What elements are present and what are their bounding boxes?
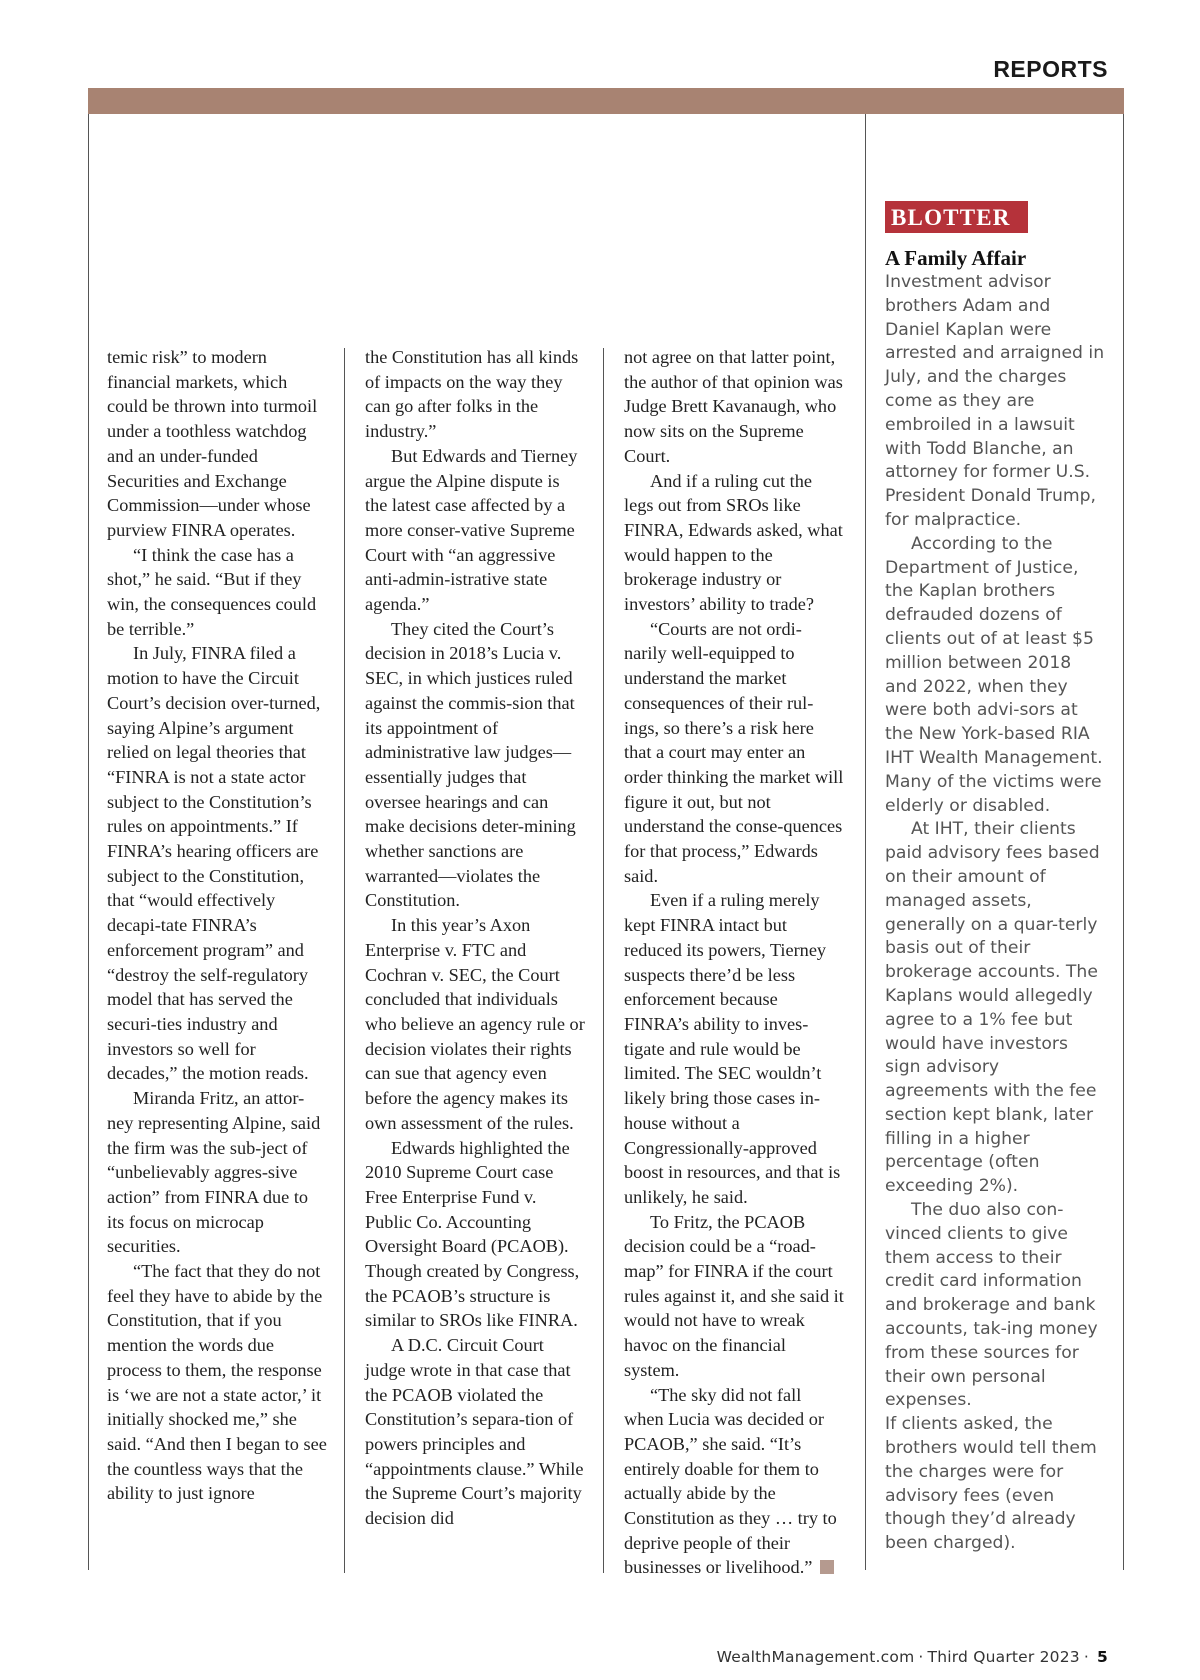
sidebar-paragraph: The duo also con-vinced clients to give them access to their credit card information and brokerage and bank accounts, tak-ing money from these sources for their own personal expenses. bbox=[885, 1200, 1098, 1411]
sidebar-paragraph: Investment advisor brothers Adam and Daniel Kaplan were arrested and arraigned in July, and the charges come as they are embroiled in a lawsuit with Todd Blanche, an attorney for former U.S. President Donald Trump, for malpractice. bbox=[885, 272, 1105, 530]
article-paragraph: They cited the Court’s decision in 2018’s Lucia v. SEC, in which justices ruled against the commis-sion that its appointment of administrative law judges—essentially judges that oversee hearings and can make decisions deter-mining whether sanctions are warranted—violates the Constitution. bbox=[365, 618, 576, 911]
blotter-sidebar bbox=[885, 246, 1107, 1556]
frame-right-rule bbox=[1123, 114, 1124, 1570]
article-paragraph: the Constitution has all kinds of impacts on the way they can go after folks in the industry.” bbox=[365, 347, 579, 442]
sidebar-divider bbox=[865, 114, 866, 1570]
footer-site: WealthManagement.com bbox=[716, 1648, 915, 1666]
article-paragraph: “I think the case has a shot,” he said. “But if they win, the consequences could be terrible.” bbox=[107, 544, 317, 639]
article-paragraph: In this year’s Axon Enterprise v. FTC and Cochran v. SEC, the Court concluded that individuals who believe an agency rule or decision violates their rights can sue that agency even before the agency makes its own assessment of the rules. bbox=[365, 915, 585, 1133]
footer-separator: · bbox=[918, 1648, 924, 1666]
article-paragraph: “Courts are not ordi-narily well-equipped to understand the market consequences of their rul-ings, so there’s a risk here that a court may enter an order thinking the market will figure it out, but not understand the conse-quences for that process,” Edwards said. bbox=[624, 618, 844, 886]
article-paragraph: Miranda Fritz, an attor-ney representing Alpine, said the firm was the sub-ject of “unbelievably aggres-sive action” from FINRA due to its focus on microcap securities. bbox=[107, 1088, 321, 1257]
article-paragraph: temic risk” to modern financial markets, which could be thrown into turmoil under a toothless watchdog and an under-funded Securities and Exchange Commission—under whose purview FINRA operates. bbox=[107, 347, 318, 540]
column-divider bbox=[344, 348, 345, 1573]
blotter-label: BLOTTER bbox=[885, 201, 1028, 233]
frame-left-rule bbox=[88, 114, 89, 1570]
footer-separator: · bbox=[1083, 1648, 1089, 1666]
article-paragraph: To Fritz, the PCAOB decision could be a “road-map” for FINRA if the court rules against it, and she said it would not have to wreak havoc on the financial system. bbox=[624, 1211, 844, 1380]
article-paragraph: In July, FINRA filed a motion to have the Circuit Court’s decision over-turned, saying Alpine’s argument relied on legal theories that “FINRA is not a state actor subject to the Constitution’s rules on appointments.” If FINRA’s hearing officers are subject to the Constitution, that “would effectively decapi-tate FINRA’s enforcement program” and “destroy the self-regulatory model that has served the securi-ties industry and investors so well for decades,” the motion reads. bbox=[107, 643, 321, 1084]
section-label: REPORTS bbox=[993, 56, 1108, 82]
footer-issue: Third Quarter 2023 bbox=[927, 1648, 1080, 1666]
article-paragraph-text: “The sky did not fall when Lucia was decided or PCAOB,” she said. “It’s entirely doable for them to actually abide by the Constitution as they … try to deprive people of their businesses or livelihood.” bbox=[624, 1384, 837, 1578]
article-column-2 bbox=[365, 345, 585, 1531]
sidebar-paragraph: According to the Department of Justice, the Kaplan brothers defrauded dozens of clients out of at least $5 million between 2018 and 2022, when they were both advi-sors at the New York-based RIA IHT Wealth Management. Many of the victims were elderly or disabled. bbox=[885, 533, 1103, 816]
article-paragraph: A D.C. Circuit Court judge wrote in that case that the PCAOB violated the Constitution’s separa-tion of powers principles and “appointments clause.” While the Supreme Court’s majority decision did bbox=[365, 1335, 584, 1529]
article-paragraph: Edwards highlighted the 2010 Supreme Court case Free Enterprise Fund v. Public Co. Accounting Oversight Board (PCAOB). Though created by Congress, the PCAOB’s structure is similar to SROs like FINRA. bbox=[365, 1137, 580, 1331]
article-paragraph: “The fact that they do not feel they have to abide by the Constitution, that if you mention the words due process to them, the response is ‘we are not a state actor,’ it initially shocked me,” she said. “And then I began to see the countless ways that the ability to just ignore bbox=[107, 1261, 327, 1504]
page-footer bbox=[717, 1648, 1108, 1666]
sidebar-headline: A Family Affair bbox=[885, 246, 1027, 270]
page-number: 5 bbox=[1097, 1648, 1108, 1666]
article-paragraph: And if a ruling cut the legs out from SROs like FINRA, Edwards asked, what would happen to the brokerage industry or investors’ ability to trade? bbox=[624, 470, 843, 615]
column-divider bbox=[603, 348, 604, 1573]
article-paragraph: not agree on that latter point, the author of that opinion was Judge Brett Kavanaugh, who now sits on the Supreme Court. bbox=[624, 347, 843, 466]
sidebar-paragraph: If clients asked, the brothers would tell them the charges were for advisory fees (even though they’d already been charged). bbox=[885, 1414, 1097, 1554]
header-color-bar bbox=[88, 88, 1124, 114]
article-column-3 bbox=[624, 345, 844, 1580]
article-last-paragraph bbox=[624, 1383, 844, 1581]
article-paragraph: But Edwards and Tierney argue the Alpine dispute is the latest case affected by a more conser-vative Supreme Court with “an aggressive anti-admin-istrative state agenda.” bbox=[365, 445, 578, 615]
end-of-article-mark bbox=[820, 1560, 834, 1574]
article-paragraph: Even if a ruling merely kept FINRA intact but reduced its powers, Tierney suspects there’d be less enforcement because FINRA’s ability to inves-tigate and rule would be limited. The SEC wouldn’t likely bring those cases in-house without a Congressionally-approved boost in resources, and that is unlikely, he said. bbox=[624, 890, 841, 1207]
sidebar-paragraph: At IHT, their clients paid advisory fees based on their amount of managed assets, generally on a quar-terly basis out of their brokerage accounts. The Kaplans would allegedly agree to a 1% fee but would have investors sign advisory agreements with the fee section kept blank, later filling in a higher percentage (often exceeding 2%). bbox=[885, 819, 1100, 1197]
article-column-1 bbox=[107, 345, 327, 1506]
